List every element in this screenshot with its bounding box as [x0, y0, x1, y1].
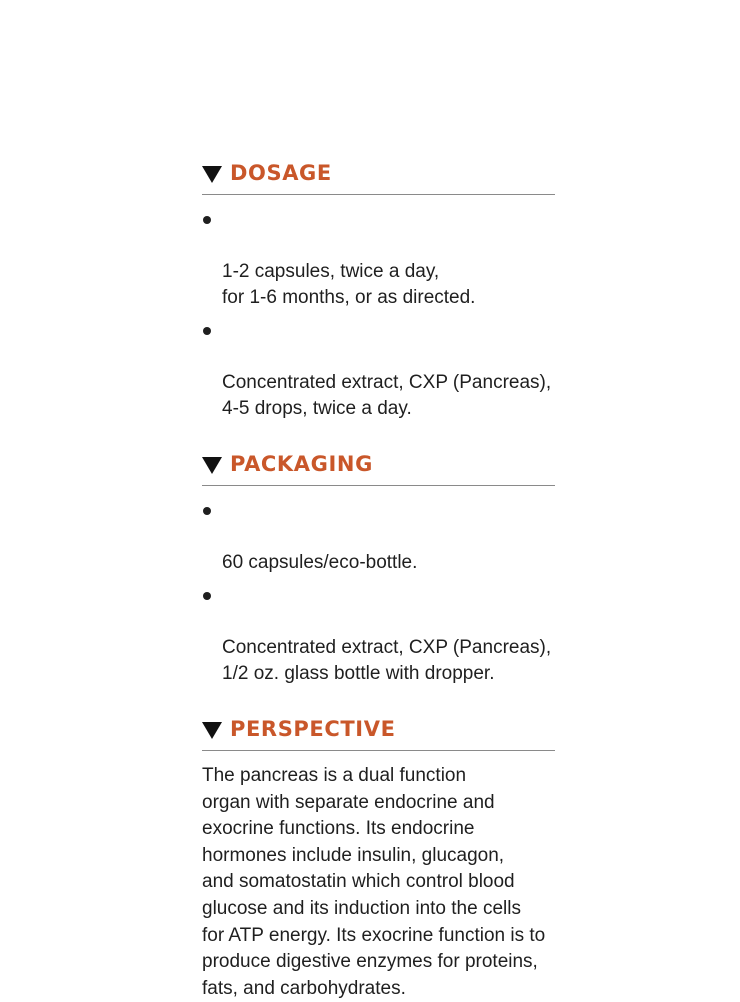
perspective-title: PERSPECTIVE: [230, 716, 396, 741]
perspective-paragraph: The pancreas is a dual function organ with separate endocrine and exocrine functions. Its endocrine hormones include insulin, glucagon, and somatostatin which control blood glucose and its induction into the cells for ATP energy. Its exocrine function is to produce digestive enzymes for proteins, fats, and carbohydrates.: [202, 765, 546, 999]
packaging-title: PACKAGING: [230, 451, 373, 476]
packaging-section: [202, 447, 555, 687]
list-item-text: 1-2 capsules, twice a day, for 1-6 months, or as directed.: [222, 261, 476, 308]
triangle-down-icon: [202, 722, 222, 739]
dosage-section: [202, 156, 555, 422]
list-item-text: Concentrated extract, CXP (Pancreas), 4-5 drops, twice a day.: [222, 372, 552, 419]
dosage-list: [202, 207, 555, 422]
list-item-text: Concentrated extract, CXP (Pancreas), 1/2 oz. glass bottle with dropper.: [222, 637, 552, 684]
list-item: [202, 583, 555, 687]
list-item-text: 60 capsules/eco-bottle.: [222, 552, 418, 573]
list-item: [202, 498, 555, 576]
perspective-section: [202, 712, 555, 1002]
packaging-list: [202, 498, 555, 687]
triangle-down-icon: [202, 457, 222, 474]
packaging-header: [202, 447, 555, 486]
bullet-icon: [203, 592, 211, 600]
list-item: [202, 207, 555, 311]
bullet-icon: [203, 216, 211, 224]
dosage-title: DOSAGE: [230, 160, 332, 185]
list-item: [202, 318, 555, 422]
triangle-down-icon: [202, 166, 222, 183]
dosage-header: [202, 156, 555, 195]
bullet-icon: [203, 327, 211, 335]
product-info-panel: [202, 156, 555, 1002]
bullet-icon: [203, 507, 211, 515]
perspective-header: [202, 712, 555, 751]
